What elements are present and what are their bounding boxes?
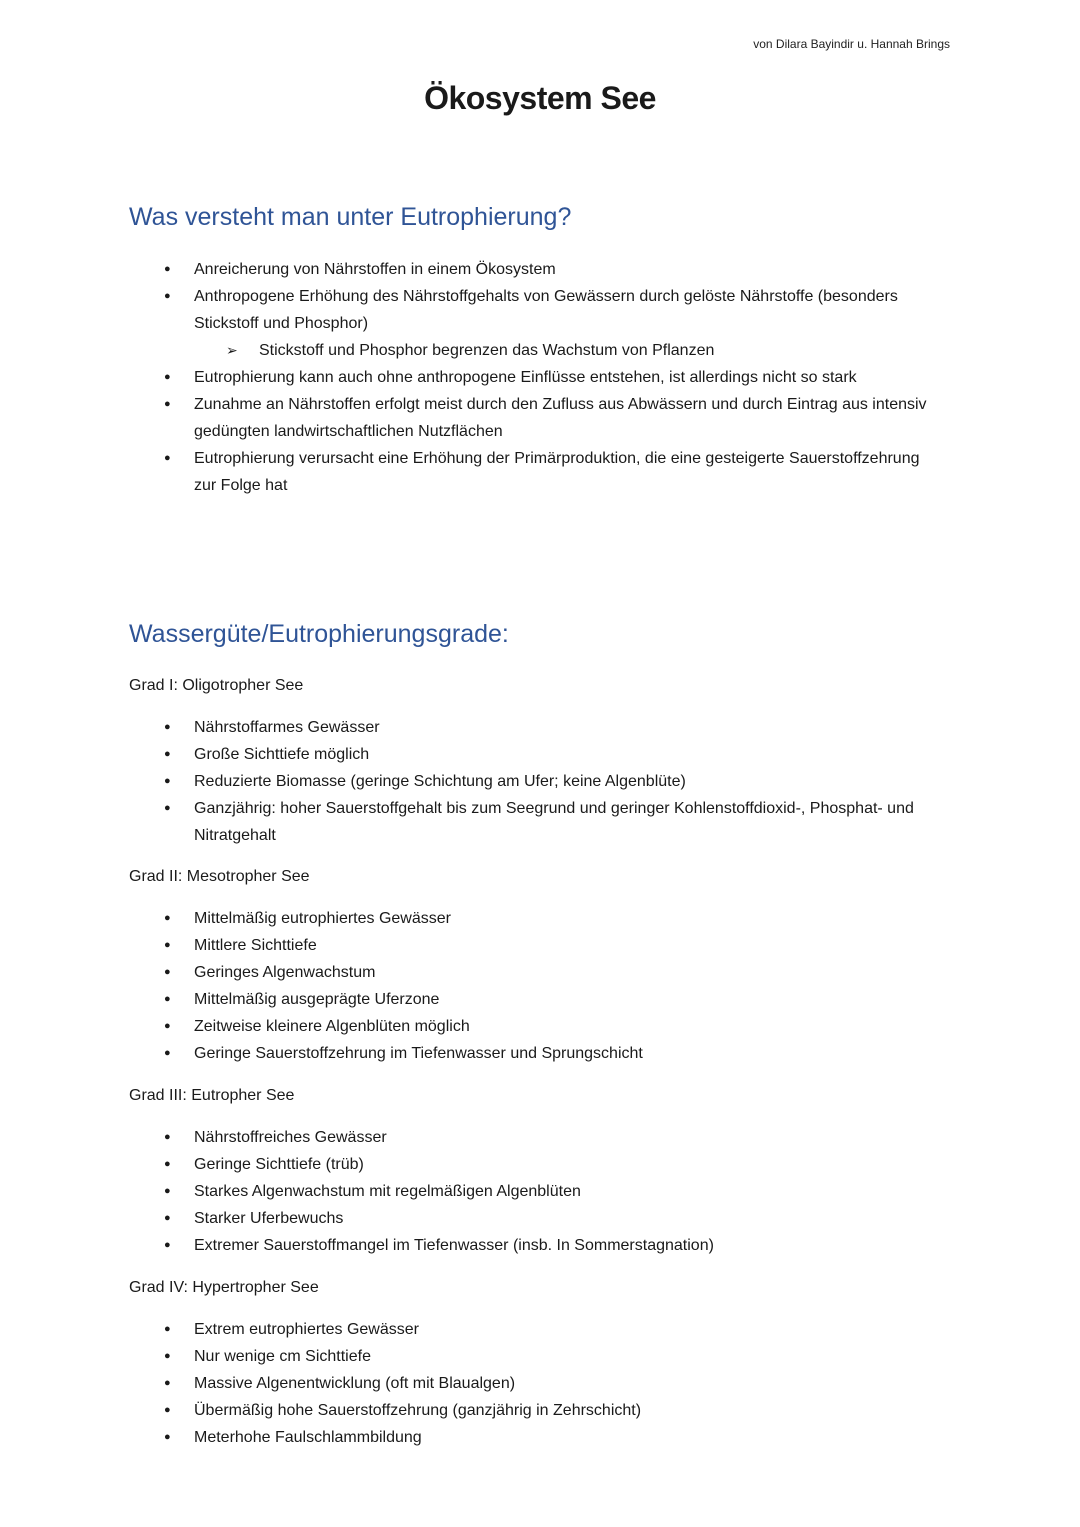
list-item-text: Übermäßig hohe Sauerstoffzehrung (ganzjährig in Zehrschicht) xyxy=(194,1402,642,1419)
bullet-icon: ● xyxy=(164,748,171,760)
grade-label: Grad IV: Hypertropher See xyxy=(129,1279,319,1296)
grade-label: Grad I: Oligotropher See xyxy=(129,677,304,694)
list-item xyxy=(129,932,929,959)
list-item xyxy=(129,795,929,849)
list-item xyxy=(129,1343,929,1370)
list-item-text: Meterhohe Faulschlammbildung xyxy=(194,1429,422,1446)
list-item xyxy=(129,768,929,795)
page-title: Ökosystem See xyxy=(424,80,656,116)
bullet-icon: ● xyxy=(164,1404,171,1416)
bullet-icon: ● xyxy=(164,1047,171,1059)
bullet-icon: ● xyxy=(164,452,171,464)
list-item-text: Anthropogene Erhöhung des Nährstoffgehalts von Gewässern durch gelöste Nährstoffe (besonders Stickstoff und Phosphor) xyxy=(194,288,898,332)
list-item xyxy=(129,283,939,337)
bullet-icon: ● xyxy=(164,775,171,787)
bullet-icon: ● xyxy=(164,721,171,733)
list-item-text: Starkes Algenwachstum mit regelmäßigen Algenblüten xyxy=(194,1183,581,1200)
list-item xyxy=(129,741,929,768)
list-item-text: Geringes Algenwachstum xyxy=(194,964,376,981)
list-item-text: Reduzierte Biomasse (geringe Schichtung am Ufer; keine Algenblüte) xyxy=(194,773,686,790)
list-item xyxy=(129,256,939,283)
list-item xyxy=(129,1424,929,1451)
list-item-text: Nährstoffarmes Gewässer xyxy=(194,719,380,736)
list-item-text: Mittelmäßig ausgeprägte Uferzone xyxy=(194,991,440,1008)
bullet-icon: ● xyxy=(164,1185,171,1197)
list-item xyxy=(129,1397,929,1424)
bullet-icon: ● xyxy=(164,1239,171,1251)
bullet-icon: ● xyxy=(164,993,171,1005)
list-item-text: Ganzjährig: hoher Sauerstoffgehalt bis zum Seegrund und geringer Kohlenstoffdioxid-, Phosphat- und Nitratgehalt xyxy=(194,800,914,844)
bullet-icon: ● xyxy=(164,1131,171,1143)
list-item-text: Eutrophierung kann auch ohne anthropogene Einflüsse entstehen, ist allerdings nicht so stark xyxy=(194,369,857,386)
grade-block xyxy=(129,1082,929,1259)
list-item-text: Große Sichttiefe möglich xyxy=(194,746,370,763)
bullet-icon: ● xyxy=(164,939,171,951)
bullet-icon: ● xyxy=(164,1431,171,1443)
list-item xyxy=(129,1124,929,1151)
bullet-icon: ● xyxy=(164,1158,171,1170)
arrow-bullet-icon: ➢ xyxy=(226,342,238,358)
list-item xyxy=(129,391,939,445)
list-item-text: Anreicherung von Nährstoffen in einem Ökosystem xyxy=(194,261,556,278)
list-item xyxy=(129,1316,929,1343)
grade-block xyxy=(129,672,929,849)
bullet-icon: ● xyxy=(164,1377,171,1389)
heading-eutrophierung: Was versteht man unter Eutrophierung? xyxy=(129,203,572,231)
list-item xyxy=(129,1232,929,1259)
bullet-icon: ● xyxy=(164,1020,171,1032)
eutrophierung-list xyxy=(129,256,939,499)
list-item-text: Geringe Sichttiefe (trüb) xyxy=(194,1156,364,1173)
list-item xyxy=(129,1151,929,1178)
list-item-text: Zunahme an Nährstoffen erfolgt meist durch den Zufluss aus Abwässern und durch Eintrag aus intensiv gedüngten landwirtschaftlichen Nutzflächen xyxy=(194,396,927,440)
list-item xyxy=(129,959,929,986)
list-item xyxy=(129,1040,929,1067)
bullet-icon: ● xyxy=(164,966,171,978)
list-item xyxy=(129,445,939,499)
bullet-icon: ● xyxy=(164,802,171,814)
list-item-text: Nur wenige cm Sichttiefe xyxy=(194,1348,371,1365)
list-item xyxy=(129,364,939,391)
list-item-text: Starker Uferbewuchs xyxy=(194,1210,344,1227)
author-line: von Dilara Bayindir u. Hannah Brings xyxy=(753,37,950,51)
list-item-text: Zeitweise kleinere Algenblüten möglich xyxy=(194,1018,470,1035)
bullet-icon: ● xyxy=(164,398,171,410)
bullet-icon: ● xyxy=(164,263,171,275)
list-item-text: Mittlere Sichttiefe xyxy=(194,937,317,954)
list-item-text: Extrem eutrophiertes Gewässer xyxy=(194,1321,419,1338)
list-item-text: Eutrophierung verursacht eine Erhöhung der Primärproduktion, die eine gesteigerte Sauerstoffzehrung zur Folge hat xyxy=(194,450,920,494)
bullet-icon: ● xyxy=(164,1212,171,1224)
grade-label: Grad III: Eutropher See xyxy=(129,1087,295,1104)
bullet-icon: ● xyxy=(164,371,171,383)
bullet-icon: ● xyxy=(164,290,171,302)
list-item xyxy=(129,1178,929,1205)
list-item-text: Massive Algenentwicklung (oft mit Blaualgen) xyxy=(194,1375,516,1392)
sub-list-item xyxy=(129,337,939,364)
list-item-text: Mittelmäßig eutrophiertes Gewässer xyxy=(194,910,451,927)
heading-wasserguete: Wassergüte/Eutrophierungsgrade: xyxy=(129,620,509,648)
list-item xyxy=(129,1205,929,1232)
list-item xyxy=(129,905,929,932)
list-item xyxy=(129,986,929,1013)
list-item-text: Geringe Sauerstoffzehrung im Tiefenwasser und Sprungschicht xyxy=(194,1045,643,1062)
list-item xyxy=(129,1013,929,1040)
grade-block xyxy=(129,1274,929,1451)
list-item xyxy=(129,714,929,741)
list-item-text: Stickstoff und Phosphor begrenzen das Wachstum von Pflanzen xyxy=(259,342,715,359)
bullet-icon: ● xyxy=(164,1323,171,1335)
list-item-text: Nährstoffreiches Gewässer xyxy=(194,1129,387,1146)
grade-label: Grad II: Mesotropher See xyxy=(129,868,310,885)
bullet-icon: ● xyxy=(164,1350,171,1362)
list-item-text: Extremer Sauerstoffmangel im Tiefenwasser (insb. In Sommerstagnation) xyxy=(194,1237,714,1254)
grade-block xyxy=(129,863,929,1067)
list-item xyxy=(129,1370,929,1397)
bullet-icon: ● xyxy=(164,912,171,924)
